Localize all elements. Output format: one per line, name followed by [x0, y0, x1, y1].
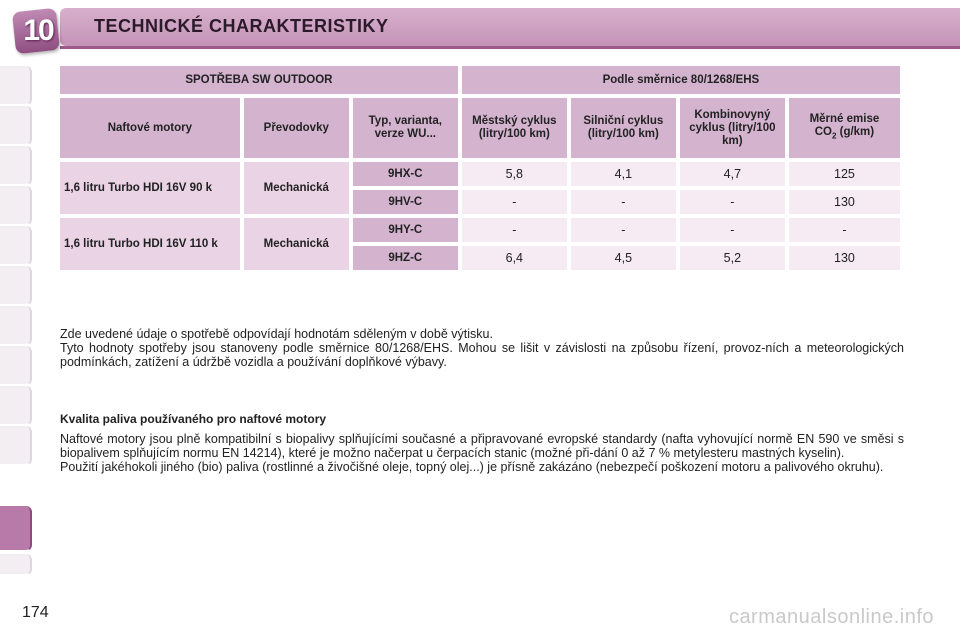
co2-value: 130 [789, 190, 900, 214]
engine-label: 1,6 litru Turbo HDI 16V 110 k [60, 218, 240, 270]
column-header-engine: Naftové motory [60, 98, 240, 158]
fuel-quality-paragraph: Použití jakéhokoli jiného (bio) paliva (rostlinné a živočišné oleje, topný olej...) je přísně zakázáno (nebezpečí poškození motoru a palivového okruhu). [60, 460, 884, 474]
variant-code: 9HX-C [353, 162, 458, 186]
chapter-tab-4[interactable] [0, 186, 32, 225]
column-header-combined: Kombinovyný cyklus (litry/100 km) [680, 98, 785, 158]
gearbox-label: Mechanická [244, 162, 349, 214]
co2-value: 125 [789, 162, 900, 186]
urban-value: 5,8 [462, 162, 567, 186]
chapter-tab-12[interactable] [0, 554, 32, 575]
chapter-tab-6[interactable] [0, 266, 32, 305]
combined-value: - [680, 190, 785, 214]
group-header-directive: Podle směrnice 80/1268/EHS [462, 66, 900, 94]
table-row [60, 218, 900, 242]
urban-value: - [462, 218, 567, 242]
co2-header-subscript: 2 [831, 131, 837, 141]
chapter-number: 10 [23, 14, 53, 47]
table-column-header-row [60, 98, 900, 158]
extra-urban-value: - [571, 218, 676, 242]
fuel-quality-paragraph: Naftové motory jsou plně kompatibilní s biopalivy splňujícími současné a připravované evropské standardy (nafta vyhovující normě EN 590 ve směsi s biopalivem splňujícím normu EN 14214), které je možno načerpat u čerpacích stanic (možné při-dání 0 až 7 % metylesteru mastných kyselin). [60, 432, 904, 460]
column-header-type: Typ, varianta, verze WU... [353, 98, 458, 158]
combined-value: 5,2 [680, 246, 785, 270]
column-header-co2 [789, 98, 900, 158]
consumption-notes [60, 327, 904, 369]
chapter-tab-8[interactable] [0, 346, 32, 385]
table-row [60, 162, 900, 186]
chapter-tab-active[interactable] [0, 506, 32, 551]
note-paragraph: Zde uvedené údaje o spotřebě odpovídají hodnotám sděleným v době výtisku. [60, 327, 493, 341]
page-title: TECHNICKÉ CHARAKTERISTIKY [94, 16, 389, 36]
co2-header-line1: Měrné emise [809, 113, 880, 126]
engine-label: 1,6 litru Turbo HDI 16V 90 k [60, 162, 240, 214]
fuel-quality-section [60, 412, 904, 474]
group-header-consumption: SPOTŘEBA SW OUTDOOR [60, 66, 458, 94]
note-paragraph: Tyto hodnoty spotřeby jsou stanoveny podle směrnice 80/1268/EHS. Mohou se lišit v závislosti na způsobu řízení, provoz-ních a meteorologických podmínkách, zatížení a údržbě vozidla a používání doplňkové výbavy. [60, 341, 904, 369]
extra-urban-value: 4,5 [571, 246, 676, 270]
urban-value: 6,4 [462, 246, 567, 270]
chapter-tab-7[interactable] [0, 306, 32, 345]
column-header-extra-urban: Silniční cyklus (litry/100 km) [571, 98, 676, 158]
gearbox-label: Mechanická [244, 218, 349, 270]
chapter-tab-9[interactable] [0, 386, 32, 425]
variant-code: 9HZ-C [353, 246, 458, 270]
chapter-tabs [0, 66, 34, 576]
chapter-tab-2[interactable] [0, 106, 32, 145]
column-header-gearbox: Převodovky [244, 98, 349, 158]
urban-value: - [462, 190, 567, 214]
combined-value: - [680, 218, 785, 242]
table-group-header-row [60, 66, 900, 94]
column-header-urban: Městský cyklus (litry/100 km) [462, 98, 567, 158]
chapter-tab-3[interactable] [0, 146, 32, 185]
co2-value: 130 [789, 246, 900, 270]
chapter-tab-10[interactable] [0, 426, 32, 465]
consumption-table [56, 62, 904, 274]
page-number: 174 [22, 604, 49, 621]
chapter-tab-1[interactable] [0, 66, 32, 105]
extra-urban-value: 4,1 [571, 162, 676, 186]
chapter-tab-5[interactable] [0, 226, 32, 265]
watermark: carmanualsonline.info [728, 606, 934, 628]
co2-value: - [789, 218, 900, 242]
combined-value: 4,7 [680, 162, 785, 186]
page-header [0, 0, 960, 60]
extra-urban-value: - [571, 190, 676, 214]
header-underline [60, 46, 960, 49]
fuel-quality-title: Kvalita paliva používaného pro naftové motory [60, 412, 327, 426]
co2-header-prefix: CO [814, 126, 832, 139]
variant-code: 9HY-C [353, 218, 458, 242]
co2-header-suffix: (g/km) [836, 126, 875, 139]
variant-code: 9HV-C [353, 190, 458, 214]
